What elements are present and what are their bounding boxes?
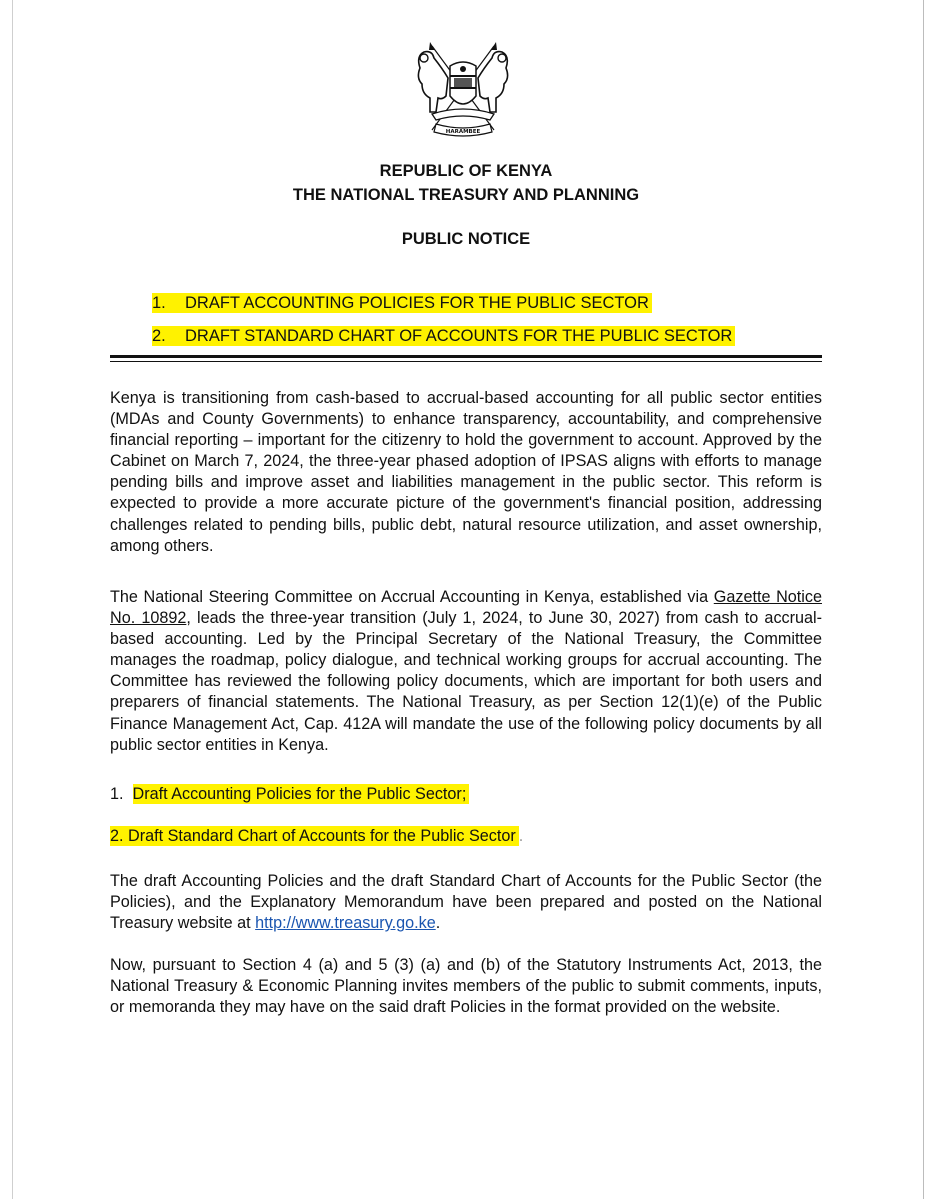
header-ministry: THE NATIONAL TREASURY AND PLANNING (292, 186, 640, 204)
header-republic: REPUBLIC OF KENYA (379, 162, 553, 180)
policy-item-text: 2. Draft Standard Chart of Accounts for the Public Sector (110, 826, 519, 846)
paragraph-text: The draft Accounting Policies and the draft Standard Chart of Accounts for the Public Sector (the Policies), and the Explanatory Memorandum have been prepared and posted on the National Treasury website at (110, 872, 822, 933)
paragraph-text: The National Steering Committee on Accrual Accounting in Kenya, established via (110, 588, 714, 606)
paragraph-text: . (435, 914, 441, 933)
coat-of-arms-emblem (402, 38, 524, 138)
subject-item-1 (152, 294, 652, 313)
policy-item-2 (110, 827, 523, 846)
paragraph-website (110, 871, 822, 934)
divider-thin (110, 361, 822, 362)
divider-thick (110, 355, 822, 358)
subject-item-2 (152, 327, 735, 346)
policy-item-1 (110, 785, 469, 804)
paragraph-steering-committee (110, 587, 822, 756)
gazette-notice-link[interactable]: Gazette Notice No. 10892 (110, 588, 822, 628)
policy-item-text: Draft Accounting Policies for the Public Sector; (133, 784, 470, 804)
policy-item-number: 1. (110, 785, 124, 803)
paragraph-invitation: Now, pursuant to Section 4 (a) and 5 (3) (a) and (b) of the Statutory Instruments Act, 2013, the National Treasury & Economic Planning invites members of the public to submit comments, inputs, or memoranda they may have on the said draft Policies in the format provided on the website. (110, 956, 822, 1017)
paragraph-transition: Kenya is transitioning from cash-based to accrual-based accounting for all public sector entities (MDAs and County Governments) to enhance transparency, accountability, and comprehensive financial reporting – important for the citizenry to hold the government to account. Approved by the Cabinet on March 7, 2024, the three-year phased adoption of IPSAS aligns with efforts to manage pending bills and improve asset and liabilities management in the public sector. This reform is expected to provide a more accurate picture of the government's financial position, addressing challenges related to pending bills, public debt, natural resource utilization, and asset ownership, among others. (110, 389, 822, 555)
subject-item-text: DRAFT STANDARD CHART OF ACCOUNTS FOR THE PUBLIC SECTOR (185, 327, 733, 345)
subject-item-text: DRAFT ACCOUNTING POLICIES FOR THE PUBLIC SECTOR (185, 294, 649, 312)
treasury-website-link[interactable]: http://www.treasury.go.ke (255, 914, 436, 933)
policy-item-trail: . (518, 827, 524, 845)
subject-item-number: 1. (152, 294, 166, 312)
emblem-motto: HARAMBEE (445, 129, 481, 135)
header-public-notice: PUBLIC NOTICE (401, 230, 531, 248)
subject-item-number: 2. (152, 327, 166, 345)
paragraph-text: , leads the three-year transition (July 1, 2024, to June 30, 2027) from cash to accrual-based accounting. Led by the Principal Secretary of the National Treasury, the Committee manages the roadmap, policy dialogue, and technical working groups for accrual accounting. The Committee has reviewed the following policy documents, which are important for both users and preparers of financial statements. The National Treasury, as per Section 12(1)(e) of the Public Finance Management Act, Cap. 412A will mandate the use of the following policy documents by all public sector entities in Kenya. (110, 609, 823, 754)
